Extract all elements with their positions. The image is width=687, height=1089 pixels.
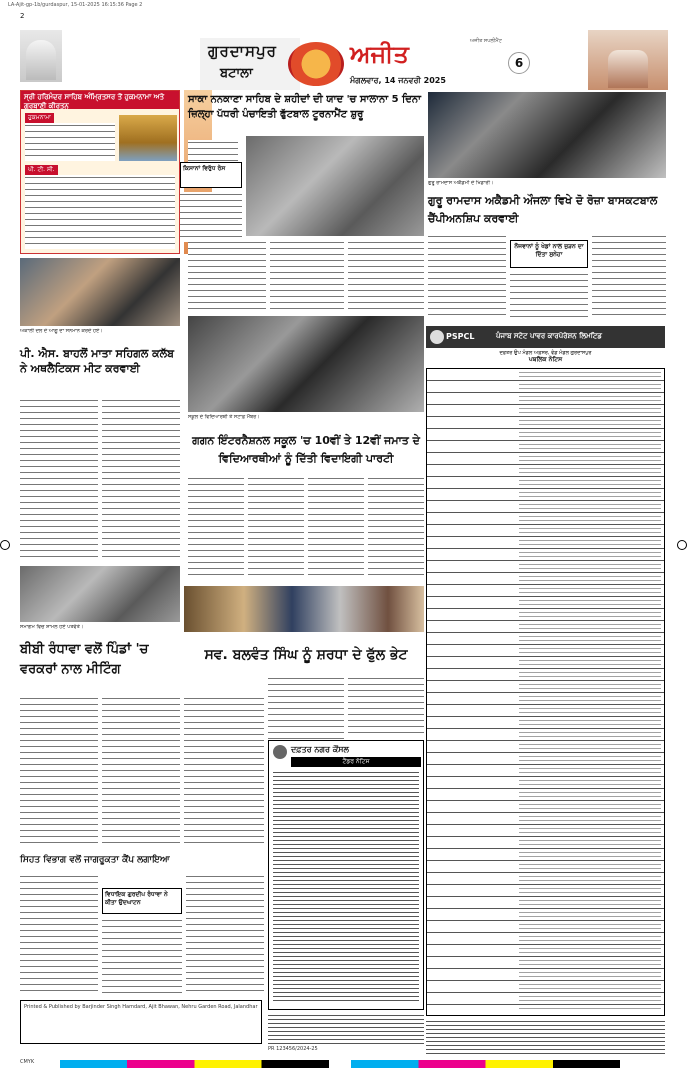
center-mid-col4	[368, 476, 424, 580]
temple-photo-right	[588, 30, 668, 90]
left-headline-1: ਪੀ. ਐਸ. ਬਾਹਲੋਂ ਮਾਤਾ ਸਹਿਗਲ ਕਲੱਬ ਨੇ ਅਥਲੈਟਿਕਸ ਮੀਟ ਕਰਵਾਈ	[20, 347, 174, 375]
left-article-2-col1	[20, 696, 98, 846]
temple-photo-left	[20, 30, 62, 82]
bottom-col1	[20, 874, 98, 994]
golden-temple-photo	[119, 115, 177, 161]
center-mid-col1	[188, 476, 244, 580]
hukamnama-label: ਹੁਕਮਨਾਮਾ	[25, 113, 54, 123]
masthead-page-number: 6	[508, 52, 530, 74]
center-headline-main: ਸਾਕਾ ਨਨਕਾਣਾ ਸਾਹਿਬ ਦੇ ਸ਼ਹੀਦਾਂ ਦੀ ਯਾਦ 'ਚ ਸਾਲਾਨਾ 5 ਦਿਨਾ ਜ਼ਿਲ੍ਹਾ ਪੱਧਰੀ ਪੰਚਾਇਤੀ ਫੁੱਟਬਾਲ ਟੂਰਨਾਮੈਂਟ ਸ਼ੁਰੂ	[188, 94, 421, 120]
bottom-col2	[102, 918, 182, 994]
bottom-headline: ਸਿਹਤ ਵਿਭਾਗ ਵਲੋਂ ਜਾਗਰੂਕਤਾ ਕੈਂਪ ਲਗਾਇਆ	[20, 855, 170, 865]
masthead-paper-name: ਅਜੀਤ	[350, 40, 409, 68]
pspcl-header	[426, 350, 665, 366]
hukamnama-text	[25, 123, 115, 161]
color-calibration-bar	[60, 1060, 620, 1068]
corner-page-number: 2	[20, 12, 25, 20]
pspcl-title: ਪੰਜਾਬ ਸਟੇਟ ਪਾਵਰ ਕਾਰਪੋਰੇਸ਼ਨ ਲਿਮਟਿਡ	[496, 332, 602, 340]
notice-title: ਦਫ਼ਤਰ ਨਗਰ ਕੌਂਸਲ	[291, 745, 349, 754]
imprint-box	[20, 1000, 262, 1044]
masthead-emblem	[288, 42, 344, 86]
center-lower-col2	[348, 676, 424, 736]
right-team-photo	[428, 92, 666, 178]
bottom-inset: ਵਿਧਾਇਕ ਗੁਰਦੀਪ ਰੰਧਾਵਾ ਨੇ ਕੀਤਾ ਉਦਘਾਟਨ	[102, 888, 182, 914]
notice-emblem-icon	[273, 745, 287, 759]
center-inset-text	[180, 192, 242, 242]
bottom-col3	[186, 874, 264, 994]
ptc-label: ਪੀ. ਟੀ. ਸੀ.	[25, 165, 58, 175]
pspcl-banner	[426, 326, 665, 348]
right-col1	[428, 234, 506, 320]
footer-ad-ref: PR 123456/2024-25	[268, 1046, 318, 1052]
notice-subtitle: ਟੈਂਡਰ ਨੋਟਿਸ	[291, 757, 421, 767]
imprint-text: Printed & Published by Barjinder Singh Hamdard, Ajit Bhawan, Nehru Garden Road, Jalandhar	[24, 1004, 258, 1010]
left-photo-2-caption: ਸਮਾਗਮ ਵਿਚ ਸ਼ਾਮਲ ਹੋਏ ਪਤਵੰਤੇ।	[20, 624, 84, 630]
left-article-2-col2	[102, 696, 180, 846]
pspcl-footer-text	[426, 1020, 665, 1054]
left-photo-1-caption: ਅਕਾਲੀ ਦਲ ਦੇ ਆਗੂ ਦਾ ਸਨਮਾਨ ਕਰਦੇ ਹੋਏ।	[20, 328, 103, 334]
registration-mark-right-icon	[677, 540, 687, 550]
pspcl-subtitle: ਦਫ਼ਤਰ ਉਪ ਮੰਡਲ ਅਫ਼ਸਰ, ਵੰਡ ਮੰਡਲ ਗੁਰਦਾਸਪੁਰ	[499, 350, 592, 356]
right-col3	[592, 234, 666, 320]
right-col2	[510, 272, 588, 320]
center-photo-1	[246, 136, 424, 236]
hukamnama-title: ਸ੍ਰੀ ਹਰਿਮੰਦਰ ਸਾਹਿਬ ਅੰਮ੍ਰਿਤਸਰ ਤੋਂ ਹੁਕਮਨਾਮਾ ਅਤੇ ਗੁਰਬਾਣੀ ਕੀਰਤਨ	[21, 91, 179, 109]
center-mid-col3	[308, 476, 364, 580]
left-article-2-col3	[184, 696, 264, 846]
masthead	[200, 38, 538, 90]
notice-box	[268, 740, 424, 1010]
center-group-photo	[188, 316, 424, 412]
pspcl-logo-icon	[430, 330, 444, 344]
color-bar-label: CMYK	[20, 1059, 35, 1065]
center-article-col3	[348, 240, 424, 310]
right-photo-caption: ਗੁਰੂ ਰਾਮਦਾਸ ਅਕੈਡਮੀ ਦੇ ਖਿਡਾਰੀ।	[428, 180, 494, 186]
ptc-text	[25, 175, 175, 249]
center-photo-row	[184, 586, 424, 632]
center-mid-col2	[248, 476, 304, 580]
center-inset-box: ਕਿਸਾਨਾਂ ਵਿਰੁੱਧ ਰੋਸ	[180, 162, 242, 188]
right-inset: ਨੌਜਵਾਨਾਂ ਨੂੰ ਖੇਡਾਂ ਨਾਲ ਜੁੜਨ ਦਾ ਦਿੱਤਾ ਸੁਨੇਹਾ	[510, 240, 588, 268]
center-headline-lower: ਸਵ. ਬਲਵੰਤ ਸਿੰਘ ਨੂੰ ਸ਼ਰਧਾ ਦੇ ਫੁੱਲ ਭੇਟ	[204, 647, 408, 663]
left-photo-1	[20, 258, 180, 326]
left-article-1-col1	[20, 398, 98, 560]
pspcl-notice-title: ਪਬਲਿਕ ਨੋਟਿਸ	[528, 356, 563, 363]
print-header: LA-Ajit-gp-1b/gurdaspur, 15-01-2025 16:15:36 Page 2	[8, 2, 143, 8]
center-article-col1	[188, 240, 266, 310]
registration-mark-left-icon	[0, 540, 10, 550]
center-headline-mid: ਗਗਨ ਇੰਟਰਨੈਸ਼ਨਲ ਸਕੂਲ 'ਚ 10ਵੀਂ ਤੇ 12ਵੀਂ ਜਮਾਤ ਦੇ ਵਿਦਿਆਰਥੀਆਂ ਨੂੰ ਦਿੱਤੀ ਵਿਦਾਇਗੀ ਪਾਰਟੀ	[192, 434, 420, 465]
hukamnama-box	[20, 90, 180, 254]
masthead-tagline: ਅਜੀਤ ਸਪਲੀਮੈਂਟ	[470, 38, 502, 44]
left-photo-2	[20, 566, 180, 622]
notice-body	[273, 771, 419, 1003]
center-group-caption: ਸਕੂਲ ਦੇ ਵਿਦਿਆਰਥੀ ਤੇ ਸਟਾਫ਼ ਮੈਂਬਰ।	[188, 414, 260, 420]
pspcl-logo: PSPCL	[446, 332, 475, 341]
footer-notice-text	[268, 1014, 424, 1044]
left-headline-2: ਬੀਬੀ ਰੰਧਾਵਾ ਵਲੋਂ ਪਿੰਡਾਂ 'ਚ ਵਰਕਰਾਂ ਨਾਲ ਮੀਟਿੰਗ	[20, 642, 149, 677]
center-article-col2	[270, 240, 344, 310]
pspcl-table	[426, 368, 665, 1016]
left-article-1-col2	[102, 398, 180, 560]
masthead-city1: ਗੁਰਦਾਸਪੁਰ	[208, 42, 277, 60]
masthead-date: ਮੰਗਲਵਾਰ, 14 ਜਨਵਰੀ 2025	[350, 76, 446, 85]
masthead-city2: ਬਟਾਲਾ	[220, 66, 253, 81]
right-headline: ਗੁਰੂ ਰਾਮਦਾਸ ਅਕੈਡਮੀ ਔਜਲਾ ਵਿਖੇ ਦੋ ਰੋਜ਼ਾ ਬਾਸਕਟਬਾਲ ਚੈਂਪੀਅਨਸ਼ਿਪ ਕਰਵਾਈ	[428, 194, 658, 225]
